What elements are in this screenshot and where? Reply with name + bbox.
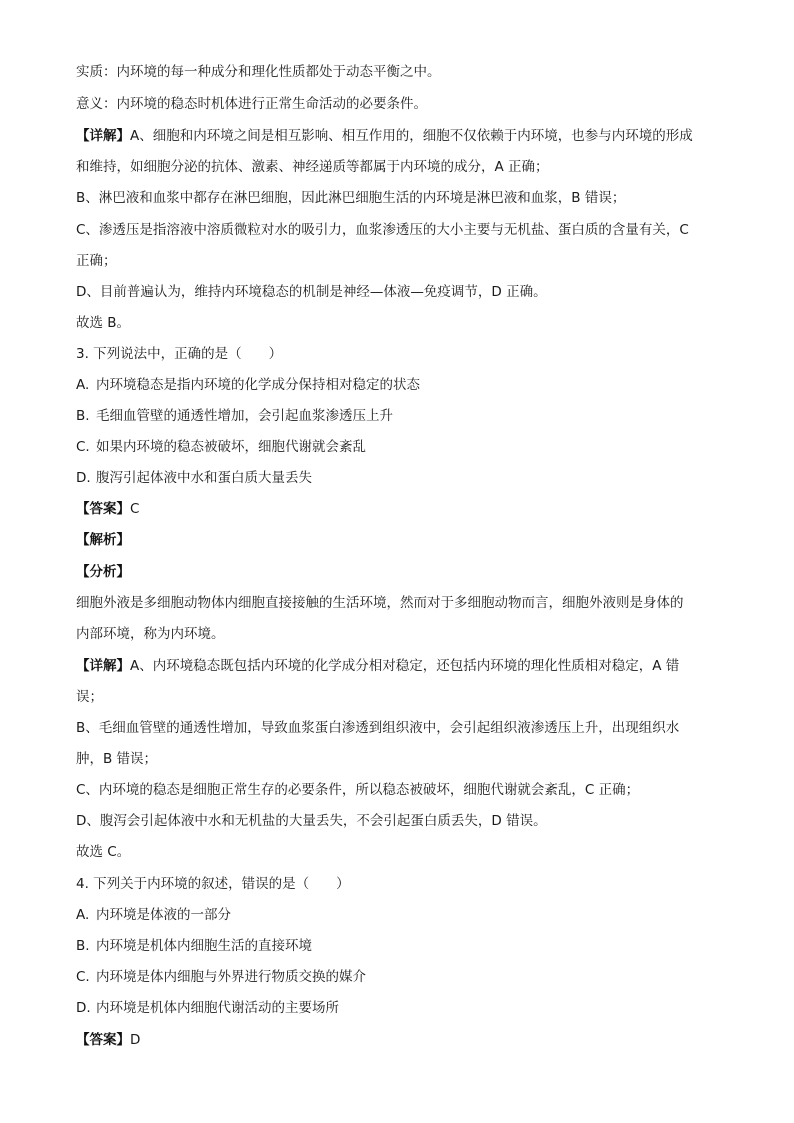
q3-detail-b-line-2: 肿，B 错误； [76, 751, 158, 767]
option-text: 如果内环境的稳态被破坏，细胞代谢就会紊乱 [96, 439, 366, 455]
option-text: 内环境是机体内细胞生活的直接环境 [96, 938, 312, 954]
q3-detail-b-line-1: B、毛细血管壁的通透性增加，导致血浆蛋白渗透到组织液中，会引起组织液渗透压上升，出现组织水 [76, 720, 680, 736]
analysis-tag: 【解析】 [76, 532, 130, 548]
option-text: 内环境是机体内细胞代谢活动的主要场所 [96, 1000, 339, 1016]
option-text: 腹泻引起体液中水和蛋白质大量丢失 [96, 470, 312, 486]
detail-d-line: D、目前普遍认为，维持内环境稳态的机制是神经—体液—免疫调节，D 正确。 [76, 284, 547, 300]
answer-value: D [130, 1032, 141, 1048]
detail-tag: 【详解】 [76, 128, 130, 144]
question-3-option-b [76, 406, 726, 426]
detail-a-text: A、细胞和内环境之间是相互影响、相互作用的，细胞不仅依赖于内环境，也参与内环境的形成 [130, 128, 693, 144]
meaning-line: 意义：内环境的稳态时机体进行正常生命活动的必要条件。 [76, 96, 427, 112]
question-4-option-d [76, 998, 726, 1018]
question-4-answer [76, 1030, 726, 1050]
option-text: 内环境稳态是指内环境的化学成分保持相对稳定的状态 [96, 377, 420, 393]
q3-detail-a-line-1 [76, 656, 726, 676]
detail-tag: 【详解】 [76, 658, 130, 674]
detail-c-line-2: 正确； [76, 253, 117, 269]
conclusion-line: 故选 B。 [76, 315, 131, 331]
question-3-answer [76, 499, 726, 519]
q3-detail-a-line-2: 误； [76, 689, 103, 705]
q3-conclusion-line: 故选 C。 [76, 844, 131, 860]
option-label: B. [76, 938, 90, 954]
answer-tag: 【答案】 [76, 501, 130, 517]
question-4-option-a [76, 905, 726, 925]
option-label: A. [76, 377, 90, 393]
question-3-option-c [76, 437, 726, 457]
fenxi-line-2: 内部环境，称为内环境。 [76, 626, 225, 642]
detail-a-line-2: 和维持，如细胞分泌的抗体、激素、神经递质等都属于内环境的成分，A 正确； [76, 159, 549, 175]
fenxi-line-1: 细胞外液是多细胞动物体内细胞直接接触的生活环境，然而对于多细胞动物而言，细胞外液则是身体的 [76, 595, 684, 611]
detail-b-line: B、淋巴液和血浆中都存在淋巴细胞，因此淋巴细胞生活的内环境是淋巴液和血浆，B 错误； [76, 190, 626, 206]
question-3-option-d [76, 468, 726, 488]
answer-tag: 【答案】 [76, 1032, 130, 1048]
essence-line: 实质：内环境的每一种成分和理化性质都处于动态平衡之中。 [76, 64, 441, 80]
question-4-option-c [76, 967, 726, 987]
option-label: C. [76, 439, 90, 455]
detail-c-line-1: C、渗透压是指溶液中溶质微粒对水的吸引力，血浆渗透压的大小主要与无机盐、蛋白质的含量有关，C [76, 222, 689, 238]
option-label: C. [76, 969, 90, 985]
answer-value: C [130, 501, 140, 517]
question-3-option-a [76, 375, 726, 395]
q3-detail-c-line: C、内环境的稳态是细胞正常生存的必要条件，所以稳态被破坏，细胞代谢就会紊乱，C 正确； [76, 782, 640, 798]
q3-detail-d-line: D、腹泻会引起体液中水和无机盐的大量丢失，不会引起蛋白质丢失，D 错误。 [76, 813, 547, 829]
option-label: D. [76, 1000, 91, 1016]
question-3-fenxi-heading [76, 562, 726, 582]
detail-a-line-1 [76, 126, 726, 146]
question-4-stem: 4. 下列关于内环境的叙述，错误的是（ ） [76, 876, 350, 892]
question-3-stem: 3. 下列说法中，正确的是（ ） [76, 346, 283, 362]
fenxi-tag: 【分析】 [76, 564, 130, 580]
option-text: 内环境是体内细胞与外界进行物质交换的媒介 [96, 969, 366, 985]
option-label: B. [76, 408, 90, 424]
option-text: 毛细血管壁的通透性增加，会引起血浆渗透压上升 [96, 408, 393, 424]
question-3-analysis-heading [76, 530, 726, 550]
option-label: A. [76, 907, 90, 923]
question-4-option-b [76, 936, 726, 956]
option-text: 内环境是体液的一部分 [96, 907, 231, 923]
detail-a-text: A、内环境稳态既包括内环境的化学成分相对稳定，还包括内环境的理化性质相对稳定，A 错 [130, 658, 680, 674]
option-label: D. [76, 470, 91, 486]
